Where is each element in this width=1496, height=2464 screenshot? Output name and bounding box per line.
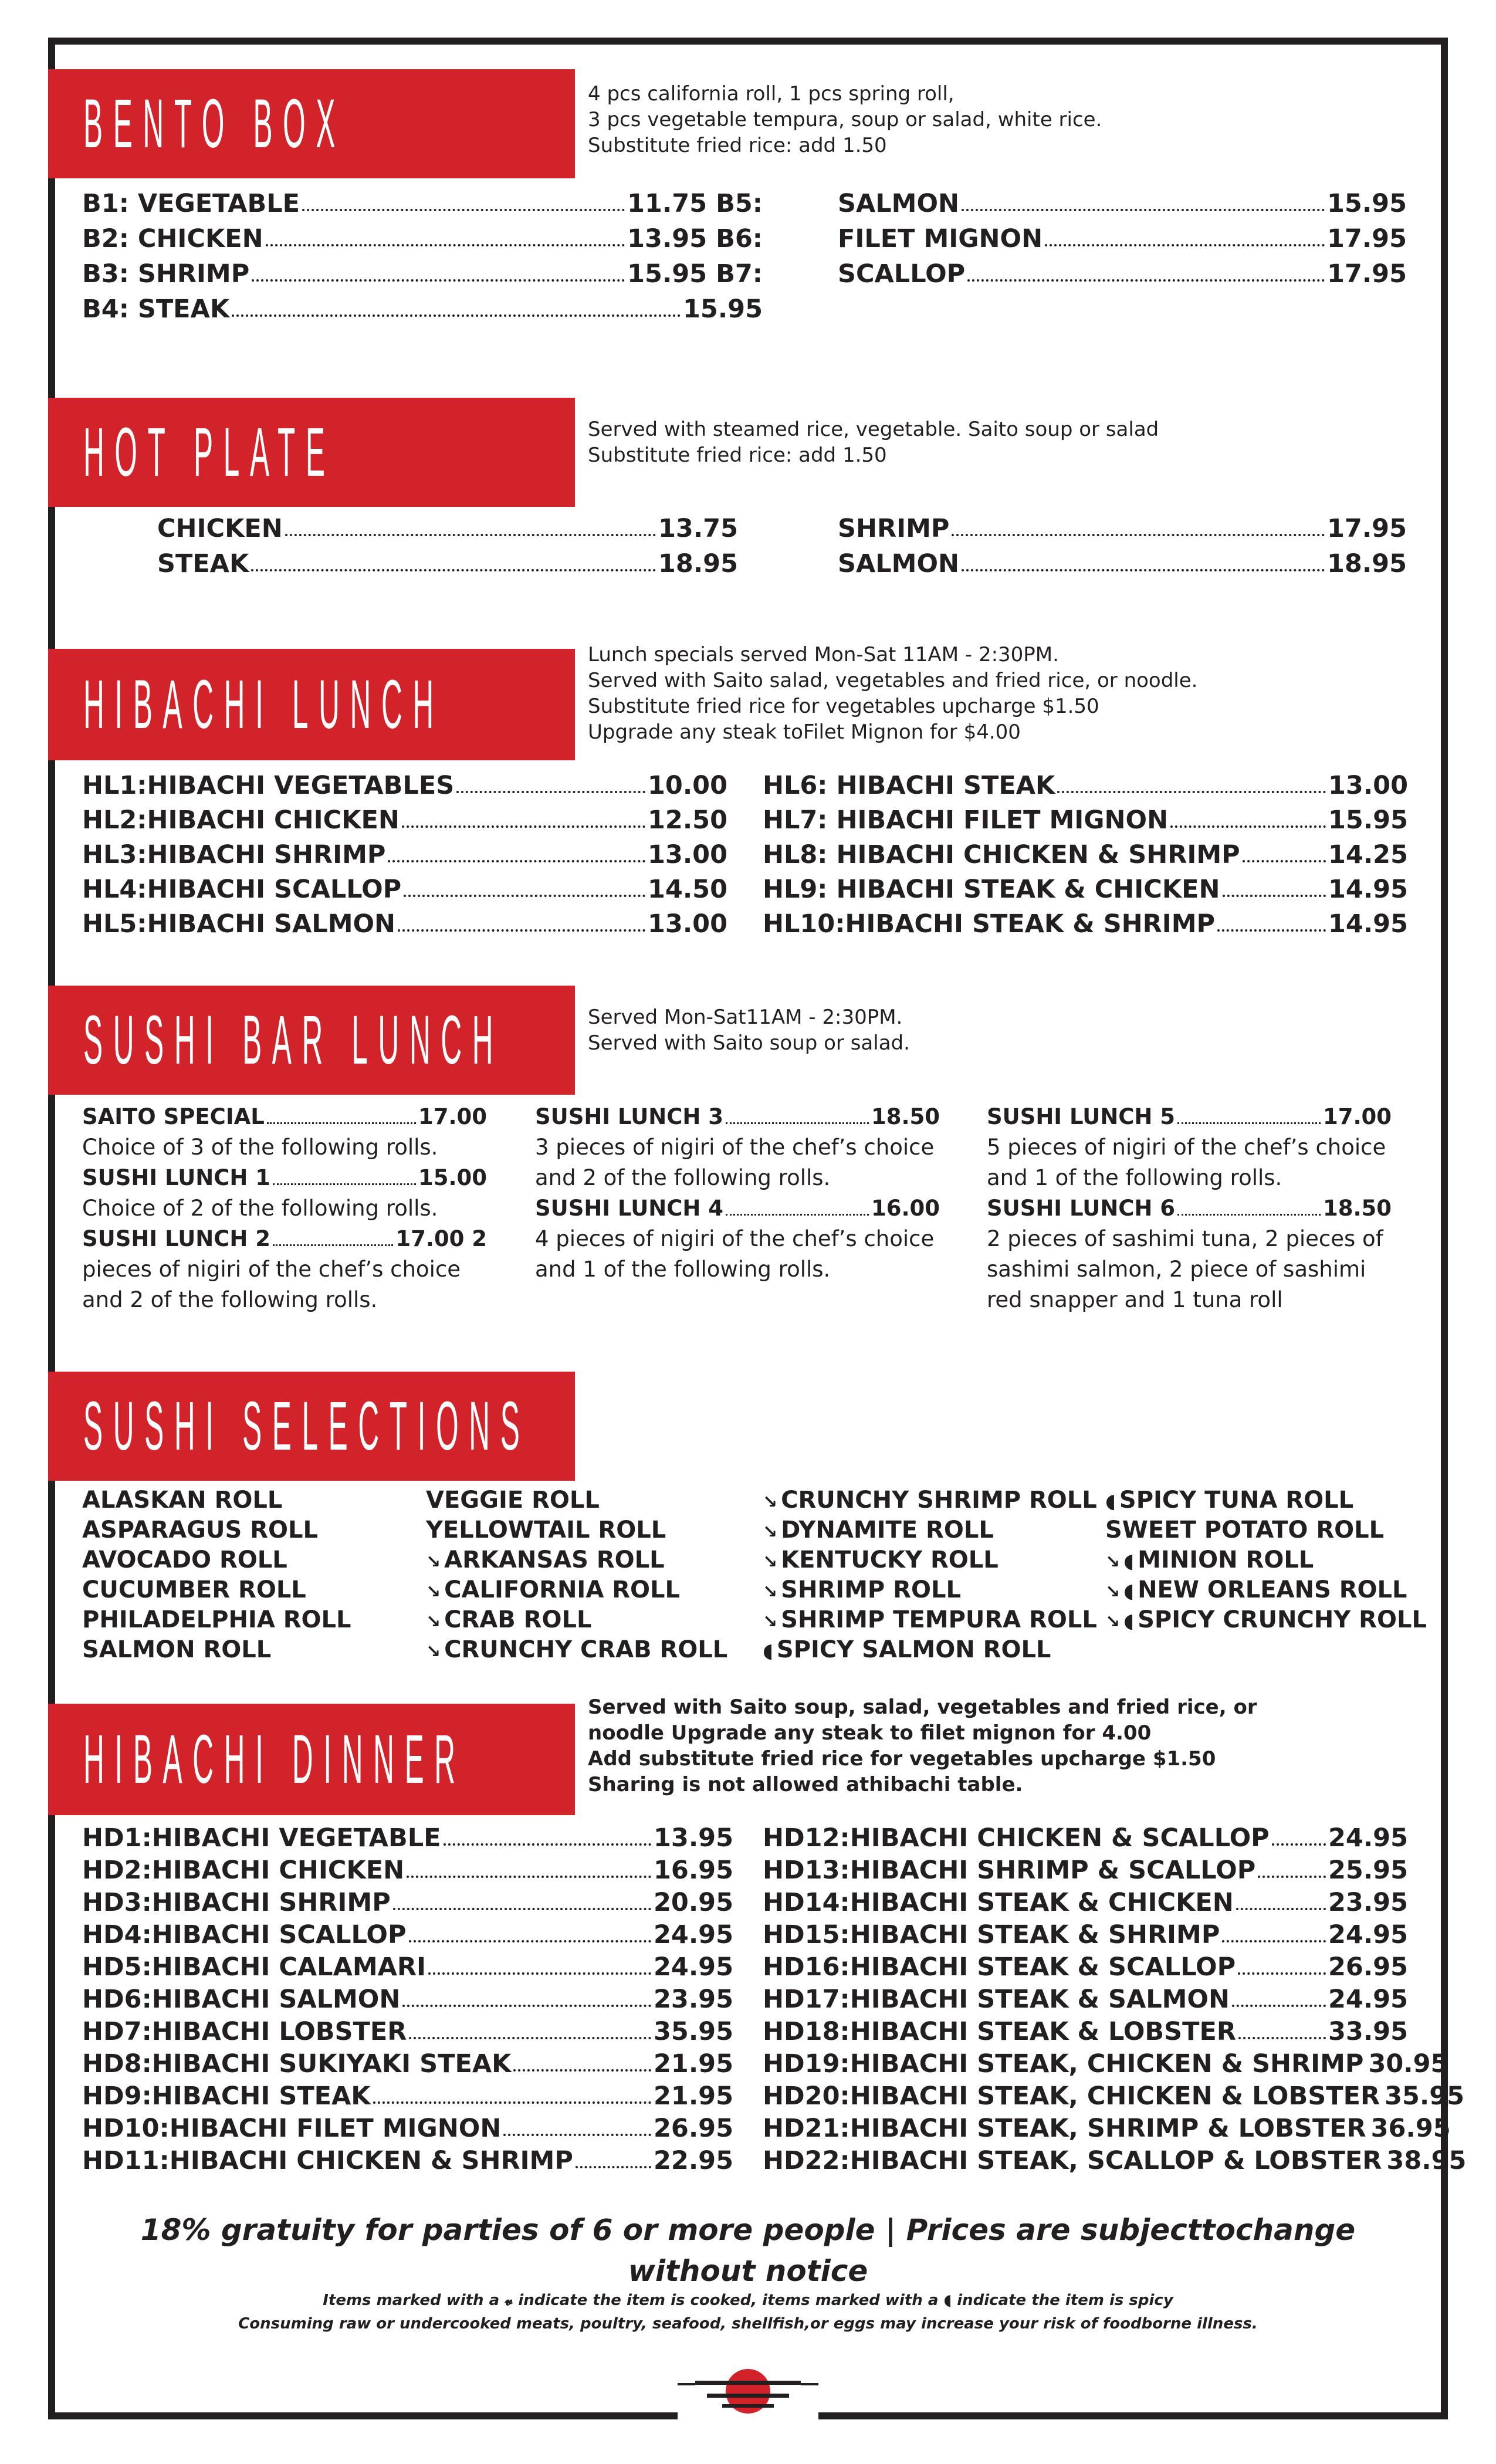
dot-leader [402,1982,651,2007]
item-description: 2 pieces of sashimi tuna, 2 pieces of [987,1226,1383,1251]
spicy-icon: ◖ [1123,1579,1135,1603]
roll-name: PHILADELPHIA ROLL [82,1606,351,1633]
item-name: HD14:HIBACHI STEAK & CHICKEN [763,1888,1234,1917]
item-price: 15.00 [418,1165,487,1190]
item-description: and 2 of the following rolls. [535,1165,831,1190]
item-description: and 1 of the following rolls. [535,1257,831,1282]
item-name: HL4:HIBACHI SCALLOP [82,875,402,904]
item-name: HL1:HIBACHI VEGETABLES [82,771,455,800]
item-name: HL8: HIBACHI CHICKEN & SHRIMP [763,840,1240,869]
dot-leader [251,547,656,571]
cooked-icon: ↘ [763,1582,778,1602]
hibachi-dinner-title: HIBACHI DINNER [83,1721,466,1798]
roll-name: CRAB ROLL [444,1606,592,1633]
menu-item [82,2144,733,2178]
item-name: B1: VEGETABLE [82,189,300,218]
menu-item [82,1918,733,1952]
cooked-icon: ↘ [426,1552,441,1572]
menu-item [82,257,763,291]
legend-line [48,2292,1448,2310]
item-price: 13.00 [647,909,727,939]
roll-item [82,1635,271,1665]
item-description: pieces of nigiri of the chef’s choice [82,1257,461,1282]
roll-item [426,1545,665,1575]
item-name: HD9:HIBACHI STEAK [82,2081,371,2111]
sushi-lunch-item [82,1163,487,1193]
menu-item [838,547,1407,581]
item-price: 15.95 [682,295,763,324]
item-name: HL2:HIBACHI CHICKEN [82,805,400,835]
item-description: 4 pieces of nigiri of the chef’s choice [535,1226,935,1251]
menu-item [82,1821,733,1855]
roll-name: VEGGIE ROLL [426,1487,600,1514]
dot-leader [404,872,645,897]
item-price: 21.95 [653,2081,733,2111]
menu-item [82,2047,733,2081]
spicy-icon: ◖ [1123,1549,1135,1573]
roll-item [426,1515,666,1545]
menu-item [82,1950,733,1984]
item-price: 18.95 [1326,549,1407,578]
item-name: HD11:HIBACHI CHICKEN & SHRIMP [82,2146,573,2175]
roll-name: CALIFORNIA ROLL [444,1576,680,1603]
menu-item [82,2015,733,2049]
item-price: 13.00 [647,840,727,869]
dot-leader [444,1821,651,1846]
sushi-lunch-item [82,1102,487,1132]
roll-name: NEW ORLEANS ROLL [1138,1576,1407,1603]
menu-item [763,769,1408,803]
menu-item [838,257,1407,291]
dot-leader [407,1853,651,1878]
item-price: 35.95 [653,2017,733,2046]
roll-item [763,1485,1097,1515]
roll-name: SPICY SALMON ROLL [776,1636,1051,1663]
cooked-icon: ↘ [763,1522,778,1542]
bento-banner [48,69,575,178]
item-name: HL6: HIBACHI STEAK [763,771,1055,800]
dot-leader [409,2015,651,2039]
spicy-icon: ◖ [1123,1609,1135,1633]
menu-item [763,1886,1408,1920]
roll-item [82,1485,282,1515]
menu-item [763,2144,1467,2178]
item-name: SALMON [838,549,959,578]
item-price: 18.50 [1322,1196,1392,1221]
menu-item [82,907,727,941]
roll-item [82,1545,287,1575]
cooked-icon: ↘ [763,1492,778,1512]
sushi-lunch-item [82,1224,487,1254]
dot-leader [1057,769,1326,793]
dot-leader [267,1102,416,1124]
hotplate-banner [48,398,575,507]
cooked-icon: ↘ [426,1612,441,1632]
menu-item [82,187,763,221]
item-price: 14.25 [1328,840,1408,869]
sushi-selections-title: SUSHI SELECTIONS [83,1387,530,1465]
item-price: 21.95 [653,2049,733,2079]
item-name: HD16:HIBACHI STEAK & SCALLOP [763,1952,1236,1982]
item-price: 17.95 [1326,514,1407,543]
menu-item [82,872,727,906]
dot-leader [1170,803,1326,828]
legend-text-a: Items marked with a [323,2292,500,2309]
gratuity-line-2: without notice [628,2254,868,2288]
item-name: HD3:HIBACHI SHRIMP [82,1888,391,1917]
roll-item [82,1515,318,1545]
item-name: HD12:HIBACHI CHICKEN & SCALLOP [763,1823,1270,1853]
item-price: 13.95 B6: [627,224,763,253]
menu-item [763,1821,1408,1855]
item-name: SUSHI LUNCH 5 [987,1104,1175,1129]
item-name: HL3:HIBACHI SHRIMP [82,840,386,869]
item-price: 12.50 [647,805,727,835]
item-price: 20.95 [653,1888,733,1917]
menu-item [763,2111,1451,2145]
item-price: 14.95 [1328,909,1408,939]
item-name: HD5:HIBACHI CALAMARI [82,1952,427,1982]
sushi-lunch-note: Served Mon-Sat11AM - 2:30PM. Served with Saito soup or salad. [588,1006,910,1055]
dot-leader [1045,222,1325,246]
item-name: HD4:HIBACHI SCALLOP [82,1920,407,1949]
roll-name: MINION ROLL [1138,1546,1314,1573]
item-description: Choice of 2 of the following rolls. [82,1196,438,1221]
dot-leader [266,222,625,246]
item-name: SHRIMP [838,514,950,543]
dot-leader [398,907,645,932]
menu-item [763,2015,1408,2049]
item-price: 13.00 [1328,771,1408,800]
dot-leader [302,187,625,211]
roll-name: ALASKAN ROLL [82,1487,283,1514]
roll-name: ARKANSAS ROLL [444,1546,665,1573]
item-name: HD18:HIBACHI STEAK & LOBSTER [763,2017,1236,2046]
item-price: 14.50 [647,875,727,904]
dot-leader [1217,907,1326,932]
item-name: HD2:HIBACHI CHICKEN [82,1856,405,1885]
item-price: 13.75 [658,514,738,543]
item-name: SUSHI LUNCH 6 [987,1196,1175,1221]
bento-title: BENTO BOX [83,85,346,163]
dot-leader [428,1950,651,1975]
dot-leader [952,512,1325,536]
item-price: 15.95 B7: [627,259,763,289]
dot-leader [1236,1886,1326,1910]
item-name: HD22:HIBACHI STEAK, SCALLOP & LOBSTER [763,2146,1382,2175]
menu-item [157,547,738,581]
menu-item [763,1982,1408,2016]
dot-leader [393,1886,651,1910]
menu-item [82,803,727,837]
menu-item [763,1918,1408,1952]
item-name: HD13:HIBACHI SHRIMP & SCALLOP [763,1856,1256,1885]
roll-name: CUCUMBER ROLL [82,1576,306,1603]
item-name: HL5:HIBACHI SALMON [82,909,396,939]
item-price: 13.95 [653,1823,733,1853]
item-price: 23.95 [1328,1888,1408,1917]
dot-leader [1222,1918,1326,1942]
roll-name: CRUNCHY SHRIMP ROLL [781,1487,1097,1514]
menu-item [82,838,727,872]
item-name: HD21:HIBACHI STEAK, SHRIMP & LOBSTER [763,2114,1366,2143]
dot-leader [252,257,625,282]
cooked-icon: ↘ [763,1552,778,1572]
sushi-lunch-item [987,1193,1392,1224]
item-price: 25.95 [1328,1856,1408,1885]
menu-item [82,769,727,803]
sushi-lunch-item [535,1102,940,1132]
item-description: Choice of 3 of the following rolls. [82,1135,438,1160]
dot-leader [1232,1982,1326,2007]
item-price: 17.00 [418,1104,487,1129]
menu-item [763,803,1408,837]
item-name: HD15:HIBACHI STEAK & SHRIMP [763,1920,1220,1949]
dot-leader [726,1193,869,1216]
dot-leader [373,2079,651,2104]
menu-item [763,2047,1448,2081]
menu-item [763,907,1408,941]
dot-leader [456,769,645,793]
sushi-selections-banner [48,1372,575,1481]
roll-name: SALMON ROLL [82,1636,272,1663]
roll-name: KENTUCKY ROLL [781,1546,999,1573]
roll-item [426,1605,591,1635]
item-price: 10.00 [647,771,727,800]
item-name: SALMON [838,189,959,218]
roll-item [1105,1575,1407,1605]
dot-leader [962,547,1325,571]
item-price: 17.95 [1326,259,1407,289]
dot-leader [503,2111,651,2136]
bento-note: 4 pcs california roll, 1 pcs spring roll, 3 pcs vegetable tempura, soup or salad, white rice. Substitute fried rice: add 1.50 [588,82,1102,157]
dot-leader [232,292,681,317]
menu-item [763,838,1408,872]
item-name: HD7:HIBACHI LOBSTER [82,2017,407,2046]
item-name: HD8:HIBACHI SUKIYAKI STEAK [82,2049,512,2079]
item-name: HD17:HIBACHI STEAK & SALMON [763,1985,1230,2014]
cooked-icon: ↘ [1105,1582,1121,1602]
dot-leader [1243,838,1326,862]
item-price: 15.95 [1328,805,1408,835]
dot-leader [967,257,1325,282]
item-price: 23.95 [653,1985,733,2014]
hotplate-note: Served with steamed rice, vegetable. Saito soup or salad Substitute fried rice: add 1.50 [588,418,1159,467]
menu-item [82,2111,733,2145]
menu-item [763,1950,1408,1984]
menu-item [838,222,1407,256]
legend-text-b: indicate the item is cooked, items marked with a [518,2292,939,2309]
item-description: 5 pieces of nigiri of the chef’s choice [987,1135,1386,1160]
roll-name: AVOCADO ROLL [82,1546,287,1573]
item-name: HD6:HIBACHI SALMON [82,1985,401,2014]
menu-item [763,1853,1408,1887]
dot-leader [1238,1950,1326,1975]
foodborne-warning: Consuming raw or undercooked meats, poultry, seafood, shellfish,or eggs may increase your risk of foodborne illness. [238,2315,1258,2333]
legend-text-c: indicate the item is spicy [957,2292,1173,2309]
item-price: 14.95 [1328,875,1408,904]
item-price: 15.95 [1326,189,1407,218]
dot-leader [273,1163,416,1185]
item-name: HL7: HIBACHI FILET MIGNON [763,805,1169,835]
dot-leader [1238,2015,1326,2039]
roll-name: SHRIMP ROLL [781,1576,961,1603]
item-price: 26.95 [653,2114,733,2143]
roll-item [763,1575,961,1605]
menu-item [838,512,1407,546]
item-price: 16.00 [871,1196,940,1221]
item-price: 38.95 [1386,2146,1467,2175]
menu-item [763,872,1408,906]
item-name: SAITO SPECIAL [82,1104,265,1129]
roll-name: YELLOWTAIL ROLL [426,1517,666,1544]
spicy-icon: ◖ [1105,1490,1116,1513]
cooked-icon: ↘ [763,1612,778,1632]
item-price: 35.95 [1385,2081,1465,2111]
menu-item [838,187,1407,221]
item-price: 16.95 [653,1856,733,1885]
cooked-icon: ↘ [426,1641,441,1662]
cooked-icon: ↘ [1105,1552,1121,1572]
menu-item [82,222,763,256]
dot-leader [1177,1193,1321,1216]
roll-item [1105,1605,1427,1635]
roll-item [82,1605,351,1635]
item-name: B4: STEAK [82,295,230,324]
menu-item [763,2079,1465,2113]
dot-leader [1223,872,1326,897]
roll-item [1105,1485,1353,1515]
dot-leader [388,838,645,862]
menu-item [157,512,738,546]
item-name: HL10:HIBACHI STEAK & SHRIMP [763,909,1216,939]
roll-name: SPICY TUNA ROLL [1119,1487,1354,1514]
roll-name: CRUNCHY CRAB ROLL [444,1636,728,1663]
gratuity-line-1: 18% gratuity for parties of 6 or more people | Prices are subjecttochange [140,2213,1356,2247]
dot-leader [402,803,645,828]
spicy-icon: ◖ [763,1639,773,1663]
roll-item [426,1635,727,1665]
hibachi-lunch-banner [48,649,575,760]
item-price: 22.95 [653,2146,733,2175]
item-price: 18.50 [871,1104,940,1129]
sushi-lunch-item [987,1102,1392,1132]
hibachi-dinner-banner [48,1704,575,1815]
item-name: B3: SHRIMP [82,259,250,289]
item-name: SUSHI LUNCH 4 [535,1196,723,1221]
item-price: 36.95 [1370,2114,1451,2143]
item-name: FILET MIGNON [838,224,1043,253]
item-name: SCALLOP [838,259,966,289]
dot-leader [273,1224,393,1246]
menu-item [82,292,763,326]
cooked-icon: ↘ [426,1582,441,1602]
item-price: 24.95 [1328,1920,1408,1949]
roll-item [426,1575,680,1605]
roll-item [426,1485,600,1515]
roll-item [763,1605,1097,1635]
hibachi-lunch-title: HIBACHI LUNCH [83,666,444,743]
roll-item [1105,1545,1314,1575]
roll-item [763,1635,1051,1665]
item-description: sashimi salmon, 2 piece of sashimi [987,1257,1366,1282]
item-name: HD10:HIBACHI FILET MIGNON [82,2114,502,2143]
item-price: 24.95 [1328,1823,1408,1853]
sushi-lunch-title: SUSHI BAR LUNCH [83,1001,504,1079]
item-name: SUSHI LUNCH 2 [82,1226,270,1251]
item-description: and 1 of the following rolls. [987,1165,1282,1190]
item-price: 24.95 [1328,1985,1408,2014]
dot-leader [285,512,656,536]
dot-leader [576,2144,651,2168]
item-price: 24.95 [653,1952,733,1982]
item-price: 17.00 [1322,1104,1392,1129]
item-name: SUSHI LUNCH 3 [535,1104,723,1129]
item-name: HD19:HIBACHI STEAK, CHICKEN & SHRIMP [763,2049,1364,2079]
dot-leader [513,2047,651,2072]
saito-logo [678,2357,818,2428]
roll-name: SWEET POTATO ROLL [1105,1517,1385,1544]
item-name: STEAK [157,549,249,578]
menu-item [82,1886,733,1920]
roll-name: DYNAMITE ROLL [781,1517,994,1544]
roll-item [763,1545,999,1575]
roll-name: ASPARAGUS ROLL [82,1517,318,1544]
cooked-icon: ↘ [1105,1612,1121,1632]
hibachi-dinner-note: Served with Saito soup, salad, vegetables and fried rice, or noodle Upgrade any steak to filet mignon for 4.00 Add substitute fried rice for vegetables upcharge $1.50 Sharing is not allowed athibachi table. [588,1695,1257,1796]
item-name: HD1:HIBACHI VEGETABLE [82,1823,441,1853]
item-price: 26.95 [1328,1952,1408,1982]
roll-item [763,1515,994,1545]
dot-leader [726,1102,869,1124]
menu-item [82,1853,733,1887]
item-name: B2: CHICKEN [82,224,263,253]
dot-leader [962,187,1325,211]
item-price: 18.95 [658,549,738,578]
item-name: SUSHI LUNCH 1 [82,1165,270,1190]
menu-item [82,1982,733,2016]
hibachi-lunch-note: Lunch specials served Mon-Sat 11AM - 2:30PM. Served with Saito salad, vegetables and fried rice, or noodle. Substitute fried rice for vegetables upcharge $1.50 Upgrade any steak toFilet Mignon for $4.00 [588,643,1198,744]
item-name: CHICKEN [157,514,283,543]
item-price: 11.75 B5: [627,189,763,218]
item-price: 33.95 [1328,2017,1408,2046]
item-price: 24.95 [653,1920,733,1949]
roll-name: SHRIMP TEMPURA ROLL [781,1606,1097,1633]
menu-item [82,2079,733,2113]
dot-leader [1258,1853,1326,1878]
roll-name: SPICY CRUNCHY ROLL [1138,1606,1427,1633]
cooked-icon: 𝓿 [505,2292,513,2309]
item-price: 17.00 2 [395,1226,487,1251]
sushi-lunch-item [535,1193,940,1224]
item-name: HD20:HIBACHI STEAK, CHICKEN & LOBSTER [763,2081,1380,2111]
dot-leader [409,1918,651,1942]
item-description: 3 pieces of nigiri of the chef’s choice [535,1135,935,1160]
item-name: HL9: HIBACHI STEAK & CHICKEN [763,875,1220,904]
item-description: red snapper and 1 tuna roll [987,1287,1283,1312]
item-price: 17.95 [1326,224,1407,253]
roll-item [1105,1515,1384,1545]
dot-leader [1177,1102,1321,1124]
hotplate-title: HOT PLATE [83,414,336,491]
item-description: and 2 of the following rolls. [82,1287,378,1312]
roll-item [82,1575,306,1605]
sushi-lunch-banner [48,986,575,1095]
dot-leader [1272,1821,1326,1846]
item-price: 30.95 [1368,2049,1448,2079]
spicy-icon: ◖ [943,2292,952,2309]
